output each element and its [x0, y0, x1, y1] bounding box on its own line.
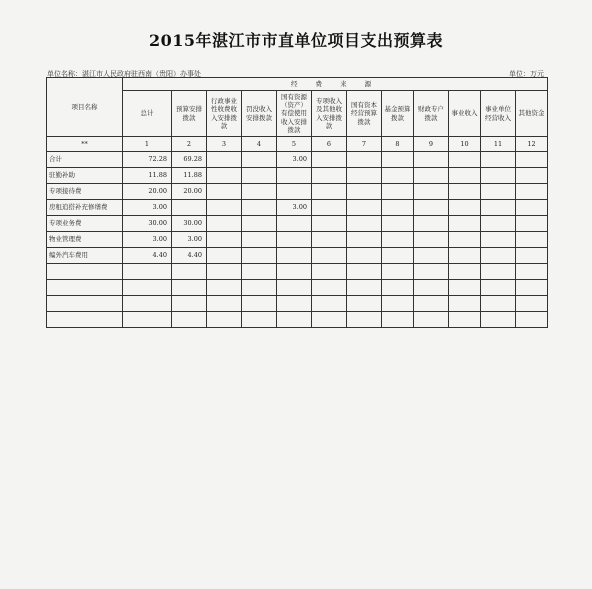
- table-cell: [242, 152, 277, 168]
- table-cell: [414, 248, 449, 264]
- table-cell: [172, 280, 207, 296]
- table-cell: [414, 184, 449, 200]
- row-name: [47, 264, 123, 280]
- row-name: [47, 312, 123, 328]
- table-cell: [207, 184, 242, 200]
- table-cell: [242, 232, 277, 248]
- row-name: 房租追搭补充修缮费: [47, 200, 123, 216]
- table-cell: 3.00: [123, 232, 172, 248]
- row-name: 物业管理费: [47, 232, 123, 248]
- table-body: [47, 152, 548, 328]
- column-index-row: [47, 137, 548, 152]
- table-cell: [382, 216, 414, 232]
- column-index: 7: [347, 137, 382, 152]
- table-cell: [207, 152, 242, 168]
- table-cell: [414, 280, 449, 296]
- table-cell: [312, 200, 347, 216]
- table-cell: 69.28: [172, 152, 207, 168]
- page-title: 2015年湛江市市直单位项目支出预算表: [148, 31, 444, 50]
- table-row: [47, 184, 548, 200]
- table-cell: [123, 264, 172, 280]
- table-cell: [516, 152, 548, 168]
- column-index: 8: [382, 137, 414, 152]
- table-cell: 4.40: [172, 248, 207, 264]
- row-name: 驻勤补助: [47, 168, 123, 184]
- row-name: [47, 296, 123, 312]
- table-cell: [347, 152, 382, 168]
- table-cell: [242, 296, 277, 312]
- table-cell: [312, 296, 347, 312]
- column-header: 其他资金: [516, 91, 548, 137]
- column-header: 财政专户拨款: [414, 91, 449, 137]
- column-index: 4: [242, 137, 277, 152]
- table-cell: [312, 152, 347, 168]
- table-cell: 11.88: [172, 168, 207, 184]
- table-cell: [516, 168, 548, 184]
- column-index: 2: [172, 137, 207, 152]
- table-cell: [277, 264, 312, 280]
- table-cell: [207, 216, 242, 232]
- column-header: 国有资本经营预算拨款: [347, 91, 382, 137]
- table-cell: [277, 296, 312, 312]
- table-cell: [207, 168, 242, 184]
- table-cell: [414, 200, 449, 216]
- column-header: 国有资源（资产）有偿使用收入安排拨款: [277, 91, 312, 137]
- table-row: [47, 248, 548, 264]
- table-row: [47, 152, 548, 168]
- table-cell: [312, 280, 347, 296]
- table-cell: [277, 232, 312, 248]
- table-cell: [382, 200, 414, 216]
- table-cell: [481, 248, 516, 264]
- column-header: 行政事业性收费收入安排拨款: [207, 91, 242, 137]
- table-cell: [347, 312, 382, 328]
- table-cell: 11.88: [123, 168, 172, 184]
- table-cell: [516, 280, 548, 296]
- table-cell: [347, 280, 382, 296]
- currency-unit: 单位：万元: [509, 70, 544, 78]
- table-cell: [277, 280, 312, 296]
- table-cell: [242, 264, 277, 280]
- table-cell: [172, 312, 207, 328]
- table-cell: [207, 264, 242, 280]
- table-cell: [207, 296, 242, 312]
- table-cell: [172, 296, 207, 312]
- table-cell: [277, 216, 312, 232]
- table-row: [47, 200, 548, 216]
- table-cell: [414, 232, 449, 248]
- table-cell: [382, 152, 414, 168]
- table-cell: [312, 168, 347, 184]
- unit-name: 单位名称：湛江市人民政府驻西南（贵阳）办事处: [47, 70, 201, 78]
- table-cell: [449, 232, 481, 248]
- column-header: 基金预算拨款: [382, 91, 414, 137]
- table-cell: [207, 232, 242, 248]
- table-cell: [207, 200, 242, 216]
- table-cell: [382, 248, 414, 264]
- table-cell: [516, 296, 548, 312]
- table-cell: [481, 296, 516, 312]
- column-index: 10: [449, 137, 481, 152]
- table-cell: [516, 184, 548, 200]
- table-cell: 30.00: [123, 216, 172, 232]
- column-index: 3: [207, 137, 242, 152]
- table-cell: [242, 248, 277, 264]
- column-index: 12: [516, 137, 548, 152]
- row-name: 专项业务费: [47, 216, 123, 232]
- row-name: 编外汽车费用: [47, 248, 123, 264]
- table-cell: [242, 168, 277, 184]
- table-cell: 3.00: [277, 200, 312, 216]
- table-cell: [481, 264, 516, 280]
- table-cell: [312, 184, 347, 200]
- table-cell: [207, 280, 242, 296]
- table-cell: [481, 280, 516, 296]
- item-name-header: 项目名称: [47, 78, 123, 137]
- table-row: [47, 168, 548, 184]
- table-cell: [347, 200, 382, 216]
- table-cell: [277, 184, 312, 200]
- table-cell: [277, 168, 312, 184]
- column-index: 6: [312, 137, 347, 152]
- table-row: [47, 296, 548, 312]
- table-row: [47, 232, 548, 248]
- table-cell: [312, 232, 347, 248]
- column-header: 专项收入及其他收入安排拨款: [312, 91, 347, 137]
- table-cell: [449, 296, 481, 312]
- table-cell: [449, 168, 481, 184]
- table-cell: [312, 248, 347, 264]
- table-cell: [172, 200, 207, 216]
- column-header: 预算安排拨款: [172, 91, 207, 137]
- table-row: [47, 280, 548, 296]
- table-row: [47, 312, 548, 328]
- table-cell: [312, 312, 347, 328]
- table-cell: [516, 200, 548, 216]
- table-cell: [414, 264, 449, 280]
- table-cell: [312, 216, 347, 232]
- table-cell: [123, 312, 172, 328]
- column-header: 事业收入: [449, 91, 481, 137]
- table-cell: [449, 248, 481, 264]
- table-cell: [207, 248, 242, 264]
- table-cell: [347, 216, 382, 232]
- index-label: **: [47, 137, 123, 152]
- table-cell: 20.00: [123, 184, 172, 200]
- column-index: 9: [414, 137, 449, 152]
- row-name: [47, 280, 123, 296]
- table-row: [47, 216, 548, 232]
- table-cell: [382, 264, 414, 280]
- table-cell: [347, 232, 382, 248]
- table-cell: [449, 152, 481, 168]
- table-cell: [449, 200, 481, 216]
- table-cell: [382, 232, 414, 248]
- table-cell: [516, 312, 548, 328]
- column-index: 11: [481, 137, 516, 152]
- table-cell: [382, 312, 414, 328]
- table-cell: [347, 264, 382, 280]
- table-cell: [242, 216, 277, 232]
- table-cell: [172, 264, 207, 280]
- column-header: 事业单位经营收入: [481, 91, 516, 137]
- table-cell: [414, 296, 449, 312]
- table-cell: [481, 312, 516, 328]
- table-cell: [242, 280, 277, 296]
- table-cell: [481, 200, 516, 216]
- table-cell: [414, 312, 449, 328]
- table-cell: [242, 312, 277, 328]
- table-cell: [481, 152, 516, 168]
- table-cell: [449, 184, 481, 200]
- table-cell: [312, 264, 347, 280]
- table-cell: [277, 248, 312, 264]
- table-cell: [123, 280, 172, 296]
- table-cell: [449, 312, 481, 328]
- table-cell: [481, 232, 516, 248]
- table-cell: [347, 248, 382, 264]
- table-cell: [382, 168, 414, 184]
- table-cell: [382, 184, 414, 200]
- table-cell: 3.00: [172, 232, 207, 248]
- column-header: 总计: [123, 91, 172, 137]
- table-cell: 20.00: [172, 184, 207, 200]
- table-cell: [516, 264, 548, 280]
- table-cell: [481, 168, 516, 184]
- table-cell: [516, 216, 548, 232]
- table-cell: [414, 152, 449, 168]
- table-cell: [481, 216, 516, 232]
- table-cell: 3.00: [123, 200, 172, 216]
- table-cell: [449, 280, 481, 296]
- table-cell: [347, 184, 382, 200]
- table-cell: [414, 216, 449, 232]
- table-cell: 72.28: [123, 152, 172, 168]
- table-cell: [207, 312, 242, 328]
- row-name: 合计: [47, 152, 123, 168]
- table-cell: 4.40: [123, 248, 172, 264]
- table-cell: [347, 168, 382, 184]
- table-cell: [277, 312, 312, 328]
- table-cell: [382, 280, 414, 296]
- table-cell: 3.00: [277, 152, 312, 168]
- table-row: [47, 264, 548, 280]
- column-header-row: [47, 91, 548, 137]
- table-cell: 30.00: [172, 216, 207, 232]
- table-cell: [123, 296, 172, 312]
- column-index: 1: [123, 137, 172, 152]
- column-header: 罚没收入安排拨款: [242, 91, 277, 137]
- table-cell: [449, 216, 481, 232]
- row-name: 专项接待费: [47, 184, 123, 200]
- table-cell: [414, 168, 449, 184]
- table-cell: [242, 200, 277, 216]
- table-cell: [347, 296, 382, 312]
- budget-table: [46, 77, 548, 328]
- table-cell: [449, 264, 481, 280]
- funding-source-header: 经 费 来 源: [123, 78, 548, 91]
- table-cell: [242, 184, 277, 200]
- table-cell: [382, 296, 414, 312]
- table-cell: [516, 232, 548, 248]
- column-index: 5: [277, 137, 312, 152]
- table-cell: [481, 184, 516, 200]
- table-cell: [516, 248, 548, 264]
